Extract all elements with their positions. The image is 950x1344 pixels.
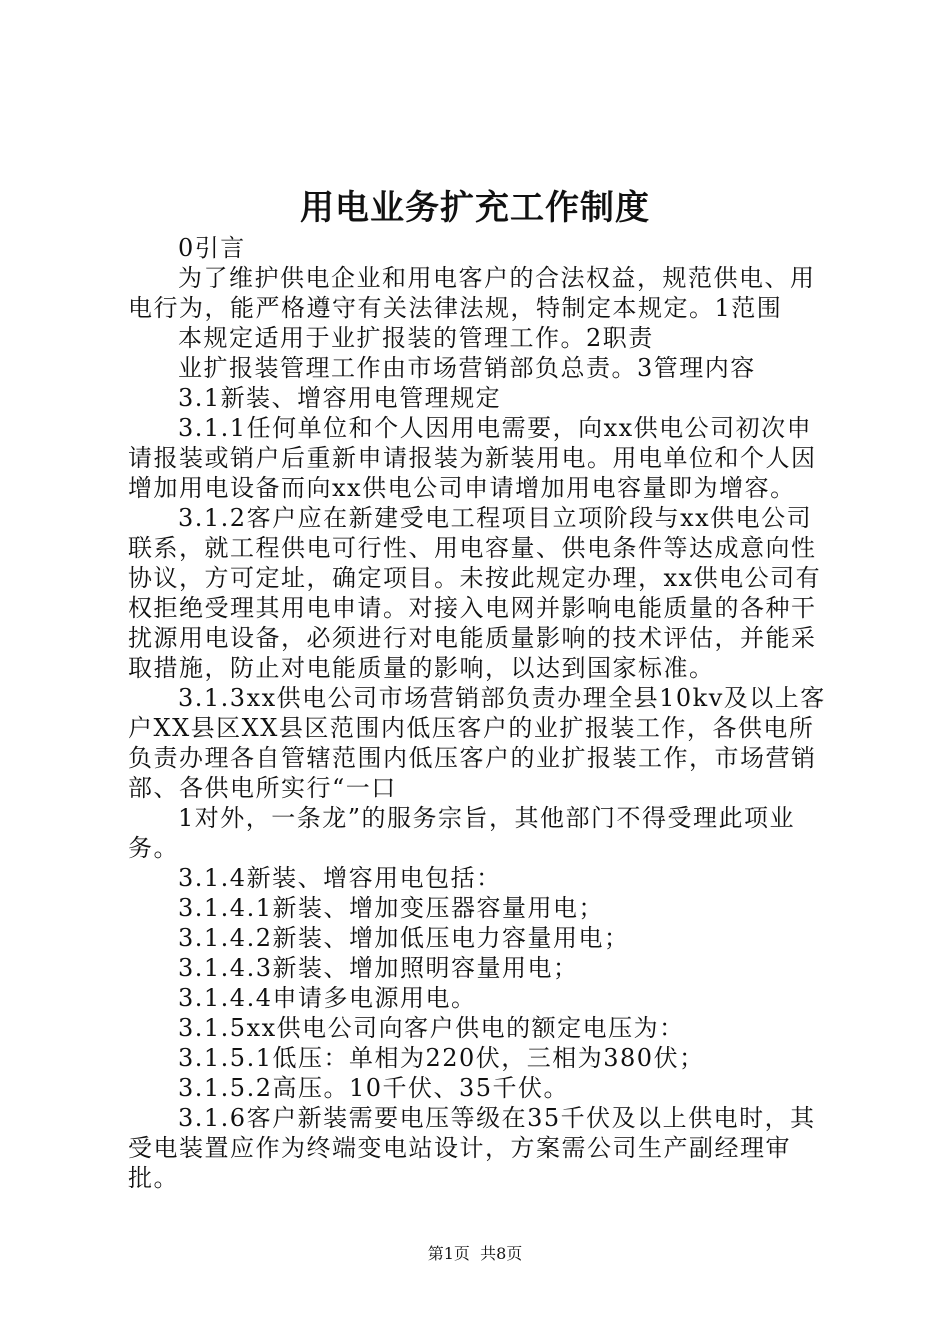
paragraph-section-3-1: 3.1新装、增容用电管理规定 xyxy=(178,384,502,412)
paragraph-scope: 本规定适用于业扩报装的管理工作。2职责 xyxy=(178,324,654,352)
paragraph-purpose: 为了维护供电企业和用电客户的合法权益，规范供电、用电行为，能严格遵守有关法律法规，特制定本规定。1范围 xyxy=(128,264,816,322)
paragraph-3-1-4: 3.1.4新装、增容用电包括： xyxy=(178,864,502,892)
paragraph-3-1-5: 3.1.5xx供电公司向客户供电的额定电压为： xyxy=(178,1014,685,1042)
paragraph-responsibility: 业扩报装管理工作由市场营销部负总责。3管理内容 xyxy=(178,354,756,382)
document-title: 用电业务扩充工作制度 xyxy=(300,188,650,228)
paragraph-3-1-4-4: 3.1.4.4申请多电源用电。 xyxy=(178,984,477,1012)
paragraph-3-1-6: 3.1.6客户新装需要电压等级在35千伏及以上供电时，其受电装置应作为终端变电站设计，方案需公司生产副经理审批。 xyxy=(128,1104,816,1192)
paragraph-3-1-2: 3.1.2客户应在新建受电工程项目立项阶段与xx供电公司联系，就工程供电可行性、用电容量、供电条件等达成意向性协议，方可定址，确定项目。未按此规定办理，xx供电公司有权拒绝受理其用电申请。对接入电网并影响电能质量的各种干扰源用电设备，必须进行对电能质量影响的技术评估，并能采取措施，防止对电能质量的影响，以达到国家标准。 xyxy=(128,504,822,682)
paragraph-intro-heading: 0引言 xyxy=(178,234,246,262)
paragraph-3-1-4-3: 3.1.4.3新装、增加照明容量用电； xyxy=(178,954,579,982)
document-body xyxy=(128,233,828,1193)
paragraph-3-1-5-2: 3.1.5.2高压。10千伏、35千伏。 xyxy=(178,1074,570,1102)
paragraph-3-1-3-continued: 1对外，一条龙”的服务宗旨，其他部门不得受理此项业务。 xyxy=(128,804,796,862)
paragraph-3-1-4-2: 3.1.4.2新装、增加低压电力容量用电； xyxy=(178,924,630,952)
paragraph-3-1-1: 3.1.1任何单位和个人因用电需要，向xx供电公司初次申请报装或销户后重新申请报装为新装用电。用电单位和个人因增加用电设备而向xx供电公司申请增加用电容量即为增容。 xyxy=(128,414,817,502)
paragraph-3-1-5-1: 3.1.5.1低压：单相为220伏，三相为380伏； xyxy=(178,1044,705,1072)
page-number-footer: 第1页 共8页 xyxy=(427,1244,523,1263)
paragraph-3-1-4-1: 3.1.4.1新装、增加变压器容量用电； xyxy=(178,894,604,922)
paragraph-3-1-3: 3.1.3xx供电公司市场营销部负责办理全县10kv及以上客户XX县区XX县区范围内低压客户的业扩报装工作，各供电所负责办理各自管辖范围内低压客户的业扩报装工作，市场营销部、各供电所实行“一口 xyxy=(128,684,826,802)
